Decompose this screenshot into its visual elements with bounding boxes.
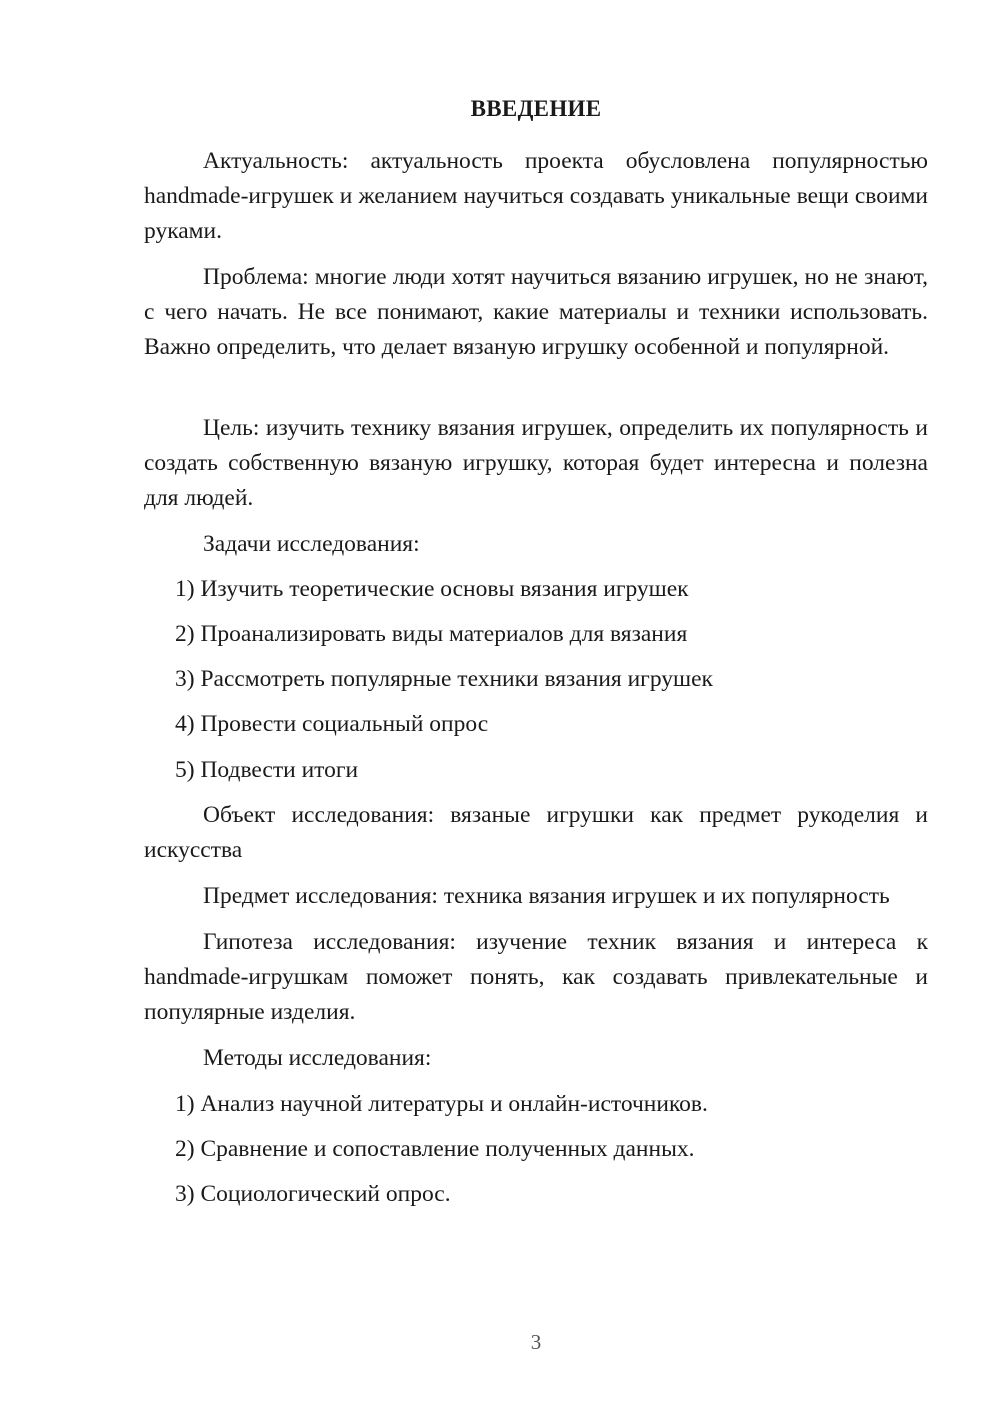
page-title: ВВЕДЕНИЕ: [470, 96, 602, 121]
relevance-paragraph: Актуальность: актуальность проекта обусловлена популярностью handmade-игрушек и желанием научиться создавать уникальные вещи своими руками.: [144, 148, 928, 244]
goal-paragraph: Цель: изучить технику вязания игрушек, определить их популярность и создать собственную вязаную игрушку, которая будет интересна и полезна для людей.: [144, 415, 928, 511]
task-item: 4) Провести социальный опрос: [175, 711, 489, 737]
hypothesis-paragraph: Гипотеза исследования: изучение техник вязания и интереса к handmade-игрушкам поможет понять, как создавать привлекательные и популярные изделия.: [144, 929, 928, 1025]
subject-paragraph: Предмет исследования: техника вязания игрушек и их популярность: [203, 883, 890, 909]
problem-paragraph: Проблема: многие люди хотят научиться вязанию игрушек, но не знают, с чего начать. Не все понимают, какие материалы и техники использовать. Важно определить, что делает вязаную игрушку особенной и популярной.: [144, 264, 928, 360]
method-item: 1) Анализ научной литературы и онлайн-источников.: [175, 1091, 708, 1117]
method-item: 2) Сравнение и сопоставление полученных данных.: [175, 1136, 695, 1162]
tasks-heading: Задачи исследования:: [203, 531, 420, 557]
method-item: 3) Социологический опрос.: [175, 1181, 451, 1207]
task-item: 3) Рассмотреть популярные техники вязания игрушек: [175, 666, 713, 692]
page-number: 3: [530, 1330, 542, 1354]
methods-heading: Методы исследования:: [203, 1045, 432, 1071]
task-item: 2) Проанализировать виды материалов для вязания: [175, 621, 688, 647]
task-item: 1) Изучить теоретические основы вязания игрушек: [175, 576, 689, 602]
object-paragraph: Объект исследования: вязаные игрушки как предмет рукоделия и искусства: [144, 802, 928, 863]
task-item: 5) Подвести итоги: [175, 757, 359, 783]
